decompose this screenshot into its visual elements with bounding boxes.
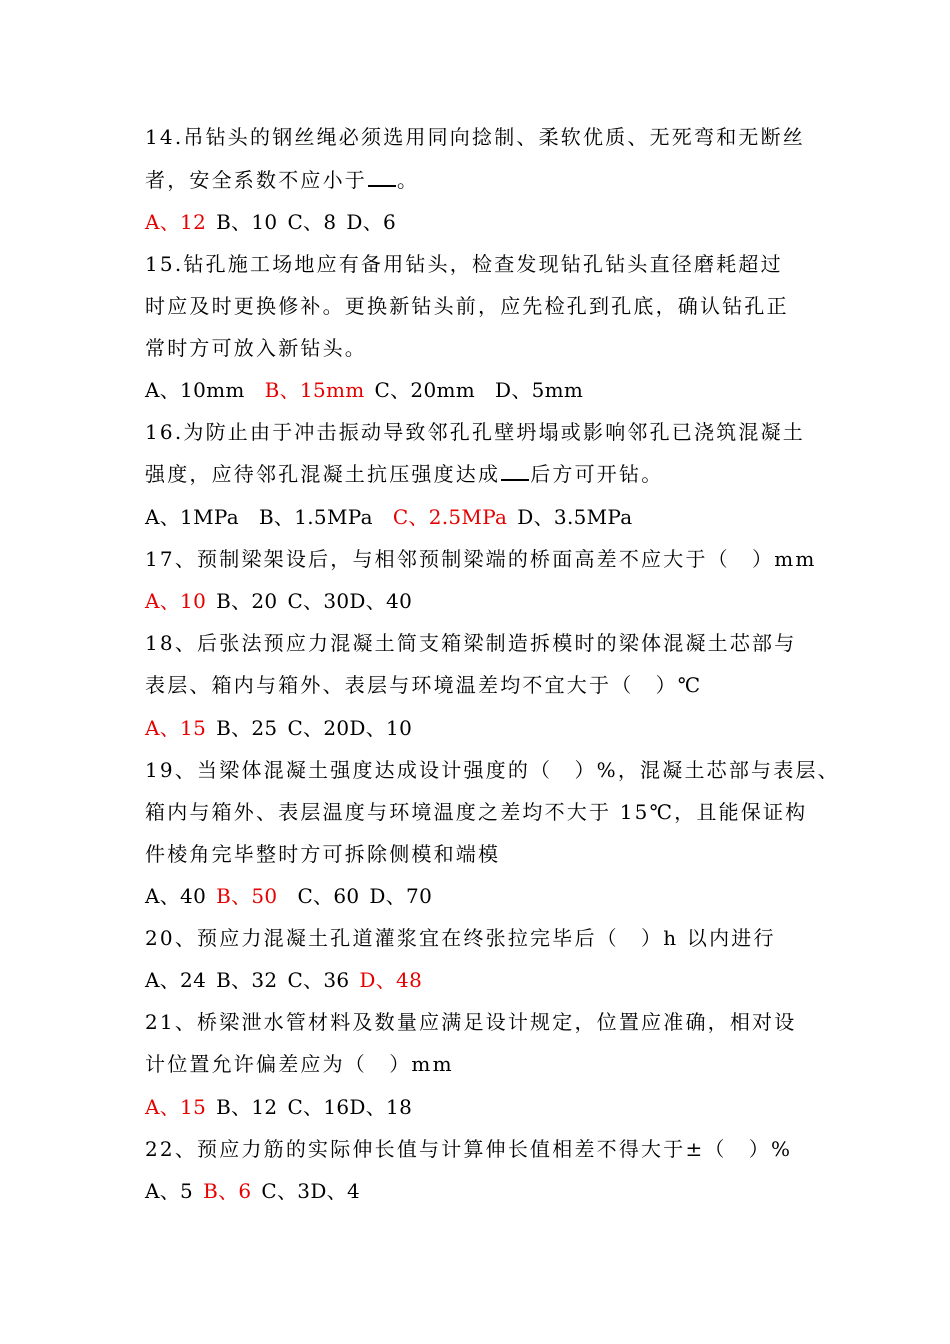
option-b: B、50: [216, 884, 278, 908]
option-a: A、10mm: [145, 378, 245, 402]
question-16-text: 强度，应待邻孔混凝土抗压强度达成: [145, 462, 501, 486]
option-a: A、5: [145, 1179, 194, 1203]
option-b: B、10: [216, 210, 278, 234]
question-19-line-3: 件棱角完毕整时方可拆除侧模和端模: [145, 842, 501, 866]
question-18-line-2: 表层、箱内与箱外、表层与环境温差均不宜大于（ ）℃: [145, 673, 703, 697]
option-c: C、3: [261, 1179, 311, 1203]
question-20-options: [145, 966, 825, 994]
question-19-line-1: 19、当梁体混凝土强度达成设计强度的（ ）%，混凝土芯部与表层、: [145, 758, 840, 782]
answer-blank: [501, 461, 529, 481]
option-b: B、25: [216, 716, 278, 740]
option-c: C、36: [287, 968, 350, 992]
question-17-line-1: 17、预制梁架设后，与相邻预制梁端的桥面高差不应大于（ ）mm: [145, 547, 817, 571]
option-a: A、12: [145, 210, 207, 234]
option-b: B、32: [216, 968, 278, 992]
option-d: D、18: [349, 1095, 413, 1119]
option-a: A、24: [145, 968, 207, 992]
question-14-tail: 。: [397, 168, 420, 192]
question-16-tail: 后方可开钻。: [530, 462, 664, 486]
option-c: C、8: [287, 210, 337, 234]
option-d: D、40: [349, 589, 413, 613]
option-d: D、48: [359, 968, 423, 992]
question-21-line-1: 21、桥梁泄水管材料及数量应满足设计规定，位置应准确，相对设: [145, 1010, 797, 1034]
option-d: D、70: [369, 884, 433, 908]
question-20-line-1: 20、预应力混凝土孔道灌浆宜在终张拉完毕后（ ）h 以内进行: [145, 926, 776, 950]
option-c: C、16: [287, 1095, 350, 1119]
option-c: C、30: [287, 589, 350, 613]
question-14-line-2: [145, 166, 825, 194]
question-22-options: [145, 1177, 825, 1205]
option-d: D、3.5MPa: [517, 505, 633, 529]
option-a: A、1MPa: [145, 505, 239, 529]
option-c: C、2.5MPa: [392, 505, 508, 529]
question-16-options: [145, 503, 825, 531]
option-b: B、1.5MPa: [258, 505, 373, 529]
question-16-line-1: 16.为防止由于冲击振动导致邻孔孔壁坍塌或影响邻孔已浇筑混凝土: [145, 420, 806, 444]
question-19-line-2: 箱内与箱外、表层温度与环境温度之差均不大于 15℃，且能保证构: [145, 800, 808, 824]
question-15-line-1: 15.钻孔施工场地应有备用钻头，检查发现钻孔钻头直径磨耗超过: [145, 252, 783, 276]
question-22-line-1: 22、预应力筋的实际伸长值与计算伸长值相差不得大于±（ ）%: [145, 1137, 793, 1161]
option-c: C、60: [297, 884, 360, 908]
option-d: D、4: [310, 1179, 361, 1203]
option-c: C、20mm: [374, 378, 475, 402]
option-c: C、20: [287, 716, 350, 740]
question-16-line-2: [145, 460, 825, 488]
answer-blank: [368, 167, 396, 187]
question-15-options: [145, 376, 825, 404]
question-14-options: [145, 208, 825, 236]
question-15-line-3: 常时方可放入新钻头。: [145, 336, 367, 360]
question-18-line-1: 18、后张法预应力混凝土简支箱梁制造拆模时的梁体混凝土芯部与: [145, 631, 797, 655]
option-a: A、10: [145, 589, 207, 613]
option-b: B、12: [216, 1095, 278, 1119]
question-14-text: 者，安全系数不应小于: [145, 168, 367, 192]
option-a: A、15: [145, 1095, 207, 1119]
option-b: B、6: [203, 1179, 252, 1203]
question-18-options: [145, 714, 825, 742]
question-21-options: [145, 1093, 825, 1121]
question-17-options: [145, 587, 825, 615]
option-a: A、15: [145, 716, 207, 740]
option-d: D、5mm: [495, 378, 584, 402]
option-d: D、6: [346, 210, 397, 234]
question-14-line-1: 14.吊钻头的钢丝绳必须选用同向捻制、柔软优质、无死弯和无断丝: [145, 125, 806, 149]
question-19-options: [145, 882, 825, 910]
option-b: B、15mm: [264, 378, 365, 402]
question-15-line-2: 时应及时更换修补。更换新钻头前，应先检孔到孔底，确认钻孔正: [145, 294, 789, 318]
option-b: B、20: [216, 589, 278, 613]
option-d: D、10: [349, 716, 413, 740]
option-a: A、40: [145, 884, 207, 908]
question-21-line-2: 计位置允许偏差应为（ ）mm: [145, 1052, 454, 1076]
